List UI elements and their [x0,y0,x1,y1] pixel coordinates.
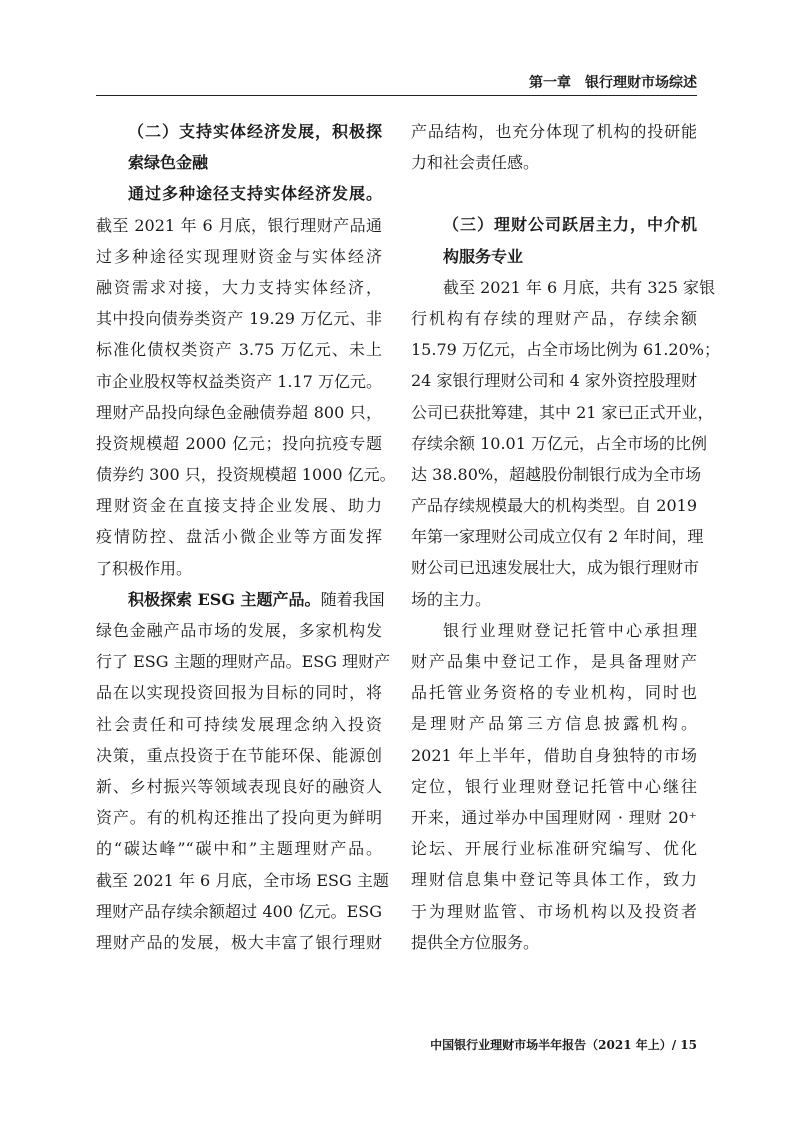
section-heading-line: 通过多种途径支持实体经济发展。 [128,184,382,204]
text-line: 是理财产品第三方信息披露机构。 [411,714,697,734]
text-line: 的“碳达峰”“碳中和”主题理财产品。 [96,839,382,859]
text-line: 年第一家理财公司成立仅有 2 年时间，理 [411,527,704,547]
header-divider [96,95,697,96]
text-line: 过多种途径实现理财资金与实体经济 [96,246,382,266]
text-line: 截至 2021 年 6 月底，共有 325 家银 [443,277,715,297]
page-footer: 中国银行业理财市场半年报告（2021 年上）/ 15 [430,1038,697,1052]
section-heading-line: （二）支持实体经济发展，积极探 [128,122,382,141]
text-line: 市企业股权等权益类资产 1.17 万亿元。 [96,371,382,391]
text-line: 公司已获批筹建，其中 21 家已正式开业， [411,402,714,422]
text-line: 2021 年上半年，借助自身独特的市场 [411,745,697,765]
text-line: 行机构有存续的理财产品，存续余额 [411,308,697,328]
text-line: 达 38.80%，超越股份制银行成为全市场 [411,464,702,484]
text-line: 开来，通过举办中国理财网 · 理财 20⁺ [411,807,697,827]
text-line: 新、乡村振兴等领域表现良好的融资人 [96,776,382,796]
text-line: 论坛、开展行业标准研究编写、优化 [411,839,697,859]
text-line: 疫情防控、盘活小微企业等方面发挥 [96,527,382,547]
text-line: 其中投向债券类资产 19.29 万亿元、非 [96,309,382,329]
bold-lead-phrase: 积极探索 ESG 主题产品。 [128,589,321,609]
text-line: 理财产品投向绿色金融债券超 800 只， [96,402,382,422]
text-line: 24 家银行理财公司和 4 家外资控股理财 [411,371,697,391]
text-line: 标准化债权类资产 3.75 万亿元、未上 [96,340,382,360]
lead-rest-text: 随着我国 [320,589,385,609]
text-line: 财公司已迅速发展壮大，成为银行理财市 [411,558,700,578]
text-line: 产品存续规模最大的机构类型。自 2019 [411,496,697,516]
text-line: 15.79 万亿元，占全市场比例为 61.20%； [411,340,720,360]
text-line: 于为理财监管、市场机构以及投资者 [411,901,697,921]
paragraph-gap [411,178,697,209]
text-line: 理财产品存续余额超过 400 亿元。ESG [96,901,382,921]
text-line: 力和社会责任感。 [411,153,540,173]
section-heading-line: （三）理财公司跃居主力，中介机 [443,215,697,235]
section-heading-line: 索绿色金融 [128,153,209,173]
text-line: 投资规模超 2000 亿元；投向抗疫专题 [96,433,382,453]
text-line: 存续余额 10.01 万亿元，占全市场的比例 [411,433,707,453]
chapter-header: 第一章 银行理财市场综述 [529,75,697,91]
text-line: 理财产品的发展，极大丰富了银行理财 [96,932,382,952]
right-column [411,116,720,958]
text-line: 决策，重点投资于在节能环保、能源创 [96,745,382,765]
text-line: 截至 2021 年 6 月底，银行理财产品通 [96,215,382,235]
text-line: 绿色金融产品市场的发展，多家机构发 [96,621,382,640]
text-line: 定位，银行业理财登记托管中心继往 [411,776,697,796]
text-line: 产品结构，也充分体现了机构的投研能 [411,122,697,141]
left-column [96,116,396,958]
section-heading-line: 构服务专业 [443,246,524,266]
text-line: 社会责任和可持续发展理念纳入投资 [96,714,382,734]
text-line: 了积极作用。 [96,558,193,578]
text-line: 财产品集中登记工作，是具备理财产 [411,652,697,671]
text-line: 提供全方位服务。 [411,932,540,952]
text-line: 资产。有的机构还推出了投向更为鲜明 [96,808,382,828]
text-line: 品在以实现投资回报为目标的同时，将 [96,683,382,703]
text-line: 债券约 300 只，投资规模超 1000 亿元。 [96,465,396,485]
text-line: 理财信息集中登记等具体工作，致力 [411,870,697,890]
text-line: 理财资金在直接支持企业发展、助力 [96,496,382,516]
text-line: 场的主力。 [411,589,492,609]
text-line: 截至 2021 年 6 月底，全市场 ESG 主题 [96,870,389,890]
text-line: 融资需求对接，大力支持实体经济， [96,277,382,297]
text-line: 银行业理财登记托管中心承担理 [443,620,697,640]
text-line: 品托管业务资格的专业机构，同时也 [411,683,697,703]
text-line: 行了 ESG 主题的理财产品。ESG 理财产 [96,652,391,672]
text-line [96,584,385,615]
